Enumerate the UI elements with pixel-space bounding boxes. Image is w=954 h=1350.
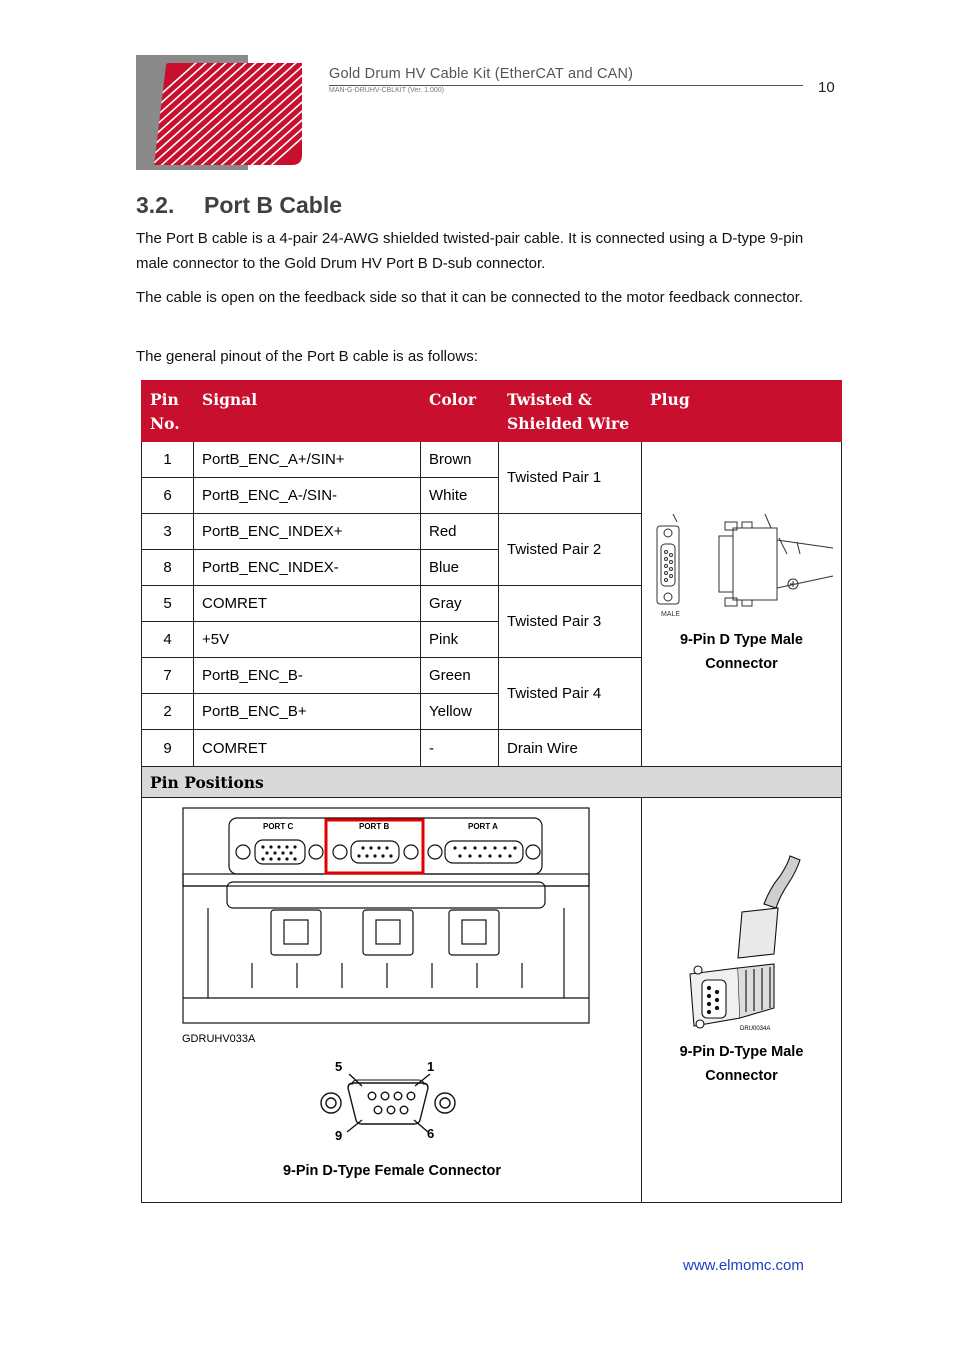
port-a-label: PORT A	[468, 822, 498, 831]
elmo-logo	[136, 55, 304, 170]
plug-caption-line: Connector	[705, 656, 778, 672]
pin-cell: 8	[142, 550, 194, 586]
pin-cell: 1	[142, 442, 194, 478]
female-connector-drawing	[321, 1074, 455, 1132]
header-title: Gold Drum HV Cable Kit (EtherCAT and CAN)	[329, 66, 634, 82]
male-caption	[642, 1040, 841, 1088]
pair-cell: Drain Wire	[499, 730, 642, 767]
signal-cell: COMRET	[194, 586, 421, 622]
signal-cell: PortB_ENC_B+	[194, 694, 421, 730]
male-connector-photo	[642, 798, 842, 1036]
table-row	[142, 442, 842, 478]
signal-cell: PortB_ENC_INDEX+	[194, 514, 421, 550]
section-heading	[136, 192, 342, 219]
signal-cell: PortB_ENC_A+/SIN+	[194, 442, 421, 478]
header-rule	[329, 85, 803, 86]
male-caption-line: 9-Pin D-Type Male	[679, 1044, 804, 1060]
signal-cell: COMRET	[194, 730, 421, 767]
signal-cell: +5V	[194, 622, 421, 658]
color-cell: White	[421, 478, 499, 514]
plug-caption-line: 9-Pin D Type Male	[679, 632, 803, 648]
port-b-label: PORT B	[359, 822, 390, 831]
pin-cell: 4	[142, 622, 194, 658]
column-header: Twisted & Shielded Wire	[499, 381, 642, 442]
pin-cell: 6	[142, 478, 194, 514]
pair-cell: Twisted Pair 3	[499, 586, 642, 658]
male-photo-code: DRU0034A	[740, 1026, 771, 1032]
paragraph: The general pinout of the Port B cable is as follows:	[136, 348, 478, 365]
port-c-label: PORT C	[263, 822, 294, 831]
drive-diagram	[142, 798, 640, 1202]
drive-figure-cell	[142, 798, 642, 1203]
pin-label: 1	[427, 1059, 435, 1074]
page-number: 10	[818, 79, 835, 96]
pin-label: 6	[427, 1126, 435, 1141]
color-cell: Brown	[421, 442, 499, 478]
column-header: Signal	[194, 381, 421, 442]
male-figure-cell	[642, 798, 842, 1203]
header-doc-id: MAN-G-DRUHV-CBLKIT (Ver. 1.000)	[329, 87, 445, 94]
plug-caption	[642, 628, 841, 676]
column-header: Color	[421, 381, 499, 442]
male-connector-drawing	[647, 514, 837, 624]
color-cell: Gray	[421, 586, 499, 622]
table-header-row	[142, 381, 842, 442]
pair-cell: Twisted Pair 2	[499, 514, 642, 586]
section-title: Port B Cable	[204, 192, 343, 218]
signal-cell: PortB_ENC_B-	[194, 658, 421, 694]
pin-positions-label: Pin Positions	[142, 767, 842, 798]
color-cell: Pink	[421, 622, 499, 658]
plug-cell	[642, 442, 842, 767]
column-header: Plug	[642, 381, 842, 442]
male-caption-line: Connector	[705, 1068, 778, 1084]
pin-cell: 9	[142, 730, 194, 767]
color-cell: Green	[421, 658, 499, 694]
pin-positions-row	[142, 798, 842, 1203]
color-cell: Blue	[421, 550, 499, 586]
signal-cell: PortB_ENC_INDEX-	[194, 550, 421, 586]
pair-cell: Twisted Pair 4	[499, 658, 642, 730]
pin-cell: 3	[142, 514, 194, 550]
paragraph: The Port B cable is a 4-pair 24-AWG shielded twisted-pair cable. It is connected using a D-type 9-pin male connector to the Gold Drum HV Port B D-sub connector.	[136, 230, 804, 272]
paragraph: The cable is open on the feedback side so that it can be connected to the motor feedback connector.	[136, 289, 804, 306]
color-cell: -	[421, 730, 499, 767]
pin-cell: 2	[142, 694, 194, 730]
section-number: 3.2.	[136, 192, 175, 218]
signal-cell: PortB_ENC_A-/SIN-	[194, 478, 421, 514]
pin-label: 5	[335, 1059, 343, 1074]
column-header: Pin No.	[142, 381, 194, 442]
male-label: MALE	[660, 611, 680, 618]
pinout-table	[141, 380, 842, 1203]
pin-cell: 5	[142, 586, 194, 622]
pin-positions-header	[142, 767, 842, 798]
pin-cell: 7	[142, 658, 194, 694]
color-cell: Red	[421, 514, 499, 550]
pair-cell: Twisted Pair 1	[499, 442, 642, 514]
pin-label: 9	[335, 1128, 343, 1143]
drive-code: GDRUHV033A	[182, 1033, 256, 1045]
footer-website-link[interactable]: www.elmomc.com	[683, 1257, 804, 1274]
color-cell: Yellow	[421, 694, 499, 730]
female-caption: 9-Pin D-Type Female Connector	[282, 1163, 502, 1179]
